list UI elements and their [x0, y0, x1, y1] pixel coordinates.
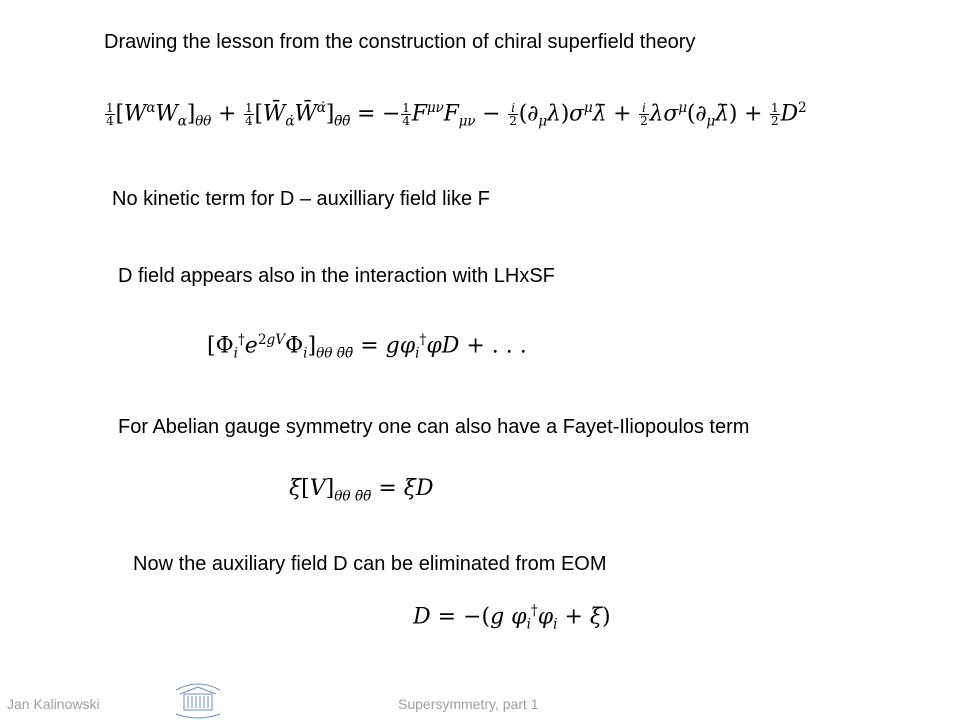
- abelian-note: For Abelian gauge symmetry one can also have a Fayet-Iliopoulos term: [118, 416, 750, 438]
- equation-fayet-iliopoulos: $\xi[V]_{\theta\theta \thetā\thetā} = \xi D$: [289, 476, 434, 505]
- slide-title: Drawing the lesson from the construction of chiral superfield theory: [104, 31, 696, 53]
- university-logo: [170, 680, 226, 720]
- footer-course: Supersymmetry, part 1: [398, 696, 539, 712]
- university-logo-icon: [170, 680, 226, 720]
- footer-author: Jan Kalinowski: [7, 696, 100, 712]
- eom-note: Now the auxiliary field D can be eliminated from EOM: [133, 553, 607, 575]
- kinetic-term-note: No kinetic term for D – auxilliary field like F: [112, 188, 490, 210]
- equation-interaction: $[\Phi_i^\dagger e^{2gV}\Phi_i]_{\theta\theta \thetā\thetā} = g\varphi_i^\dagger\varphi D$ + . . .: [207, 332, 527, 362]
- equation-eom: D = −(g $\varphi_i^\dagger\varphi_i + \xi$): [413, 603, 611, 633]
- interaction-note: D field appears also in the interaction with LHxSF: [118, 265, 555, 287]
- equation-lagrangian: $\frac{1}{4}$ $[W^\alpha W_\alpha]_{\theta\theta}$ + $\frac{1}{4}$ $[W̄_{\alphȧ}W̄^{\alphȧ}]_{\thetā\thetā}$ = − $\frac{1}{4}$ $F^{\mu\nu}F_{\mu\nu}$ − $\frac{i}{2}$ $(\partial_\mu\lambda)\sigma^\mu\lambdā$ + $\frac{i}{2}$ $\lambda\sigma^\mu(\partial_\mu\lambdā)$ + $\frac{1}{2}$ $D^2$: [106, 100, 807, 130]
